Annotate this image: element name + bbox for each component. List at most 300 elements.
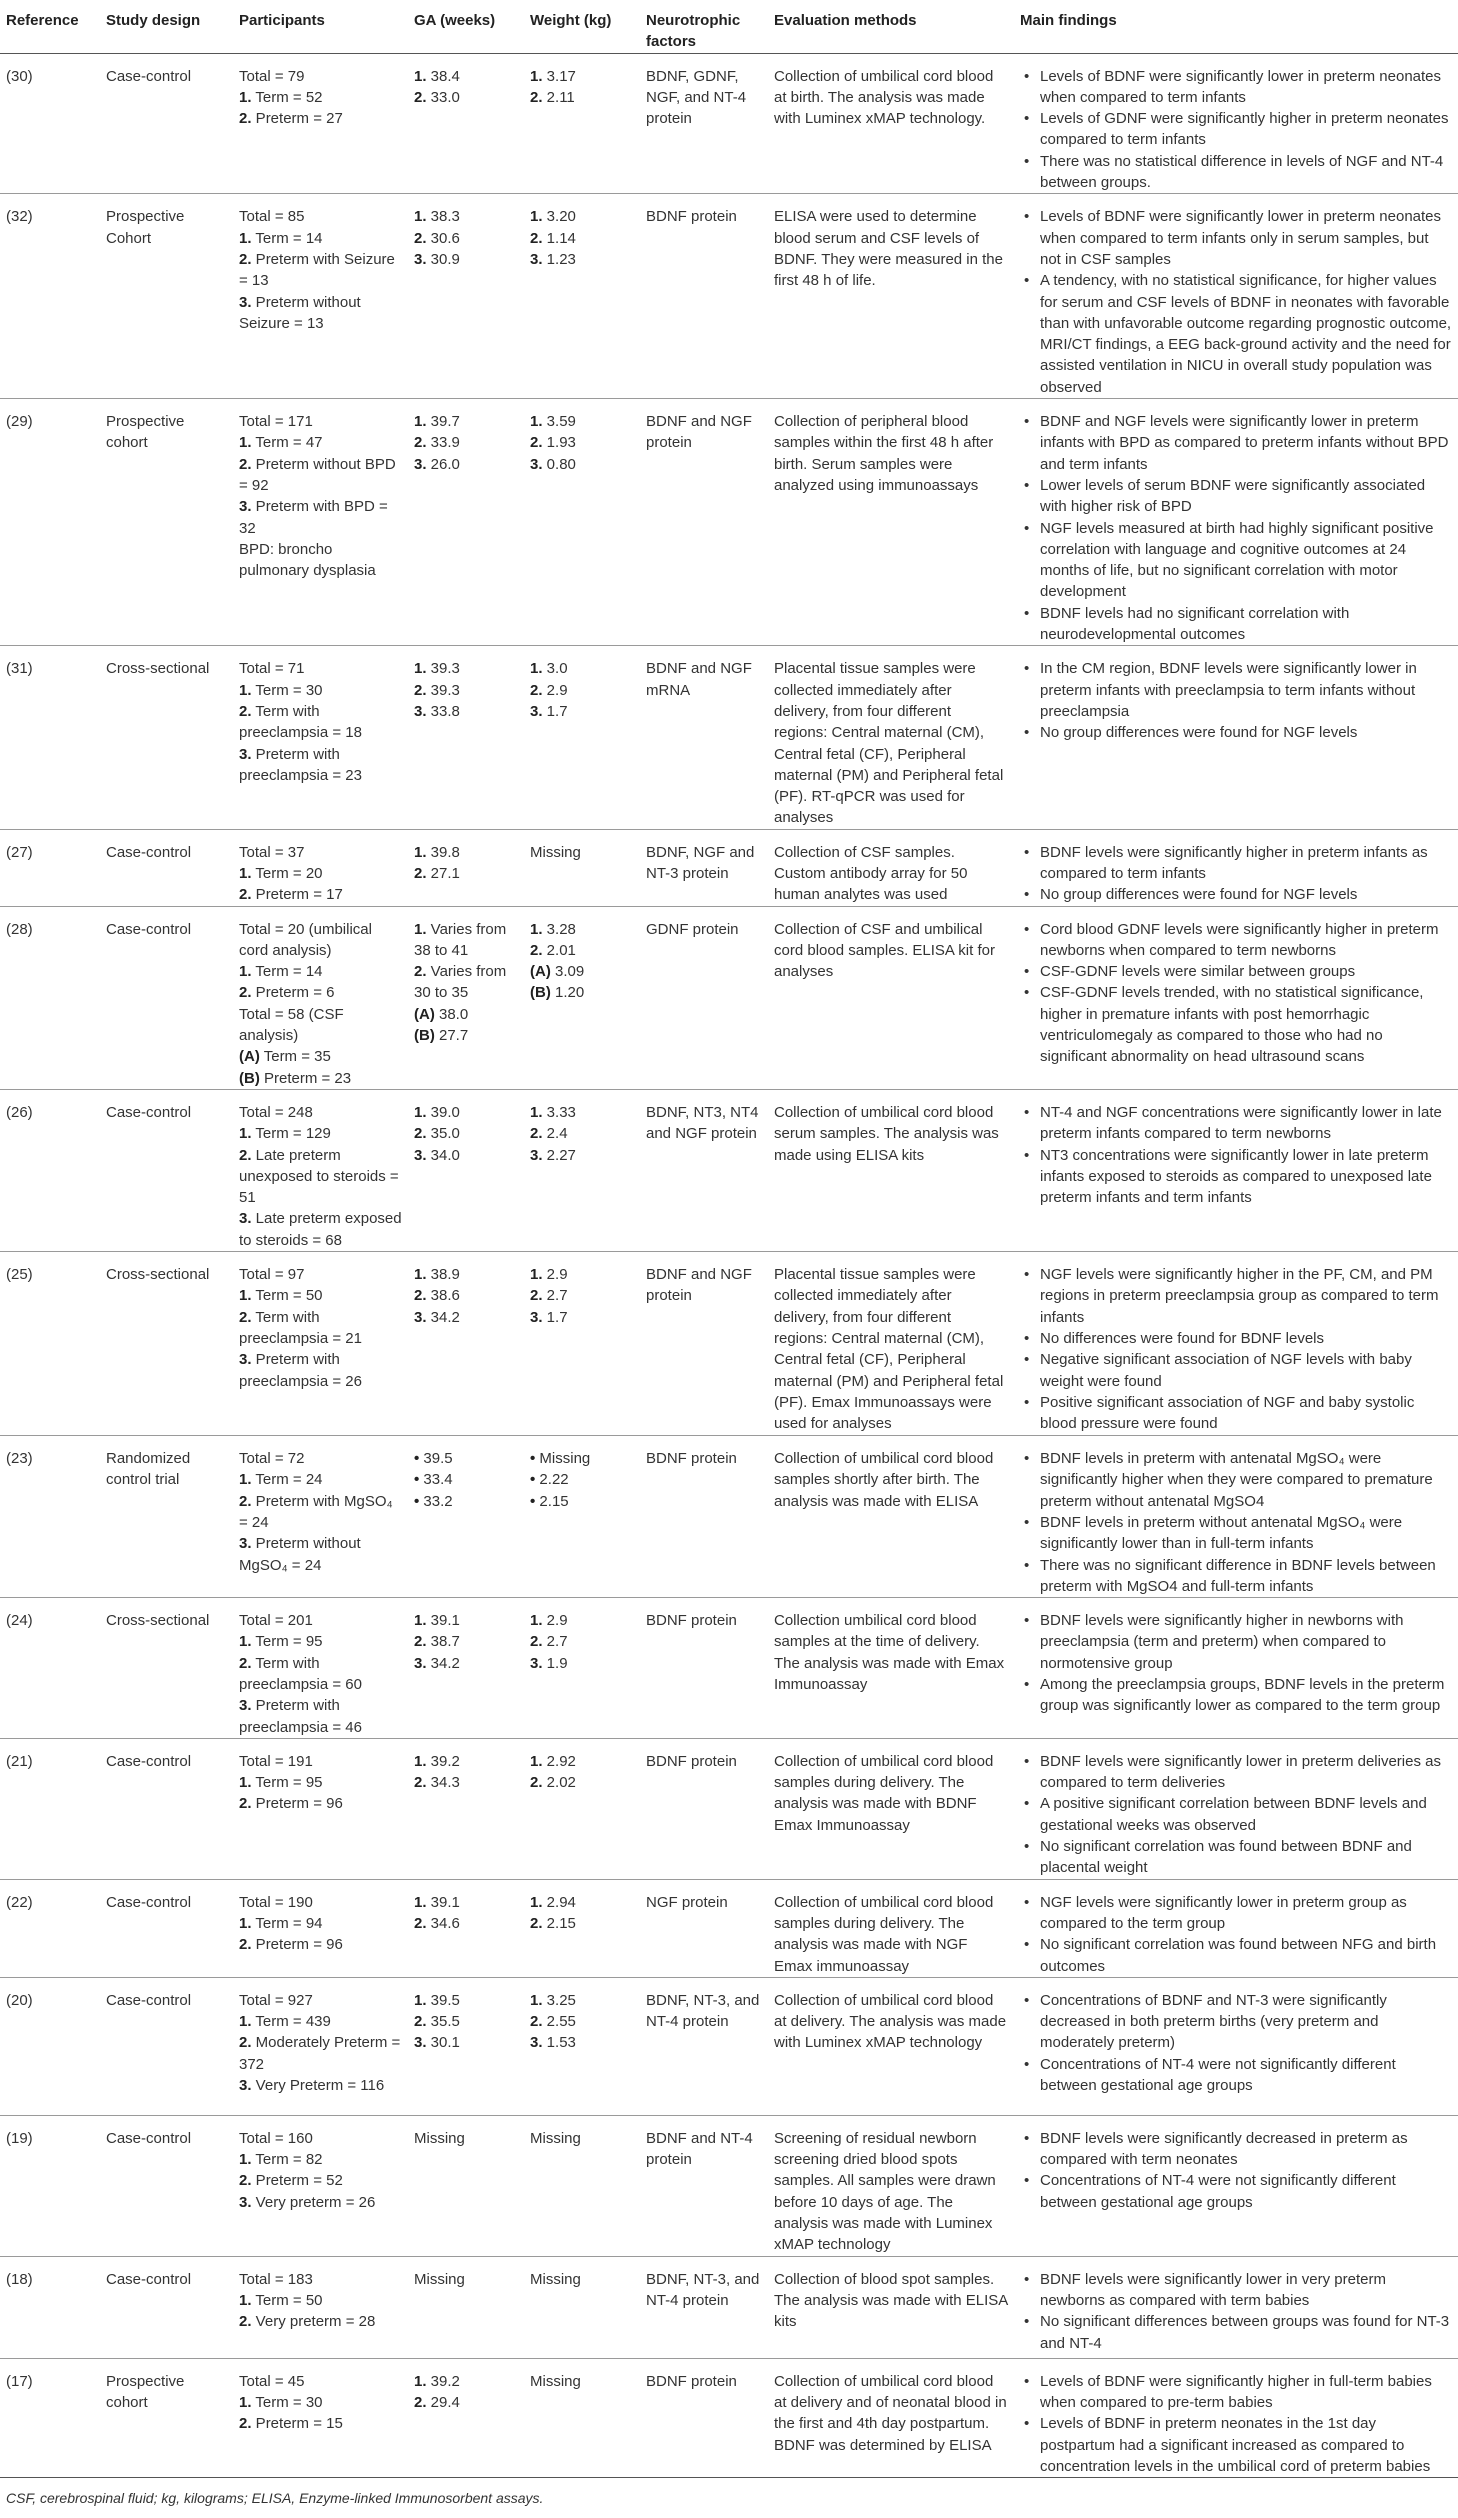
line-text: 3.25 bbox=[542, 1991, 576, 2009]
line-marker: 2. bbox=[414, 1287, 427, 1305]
line-text: 39.2 bbox=[426, 2372, 460, 2390]
cell-participants-line bbox=[239, 206, 402, 227]
line-text: Missing bbox=[530, 2270, 581, 2288]
cell-reference: (24) bbox=[6, 1612, 33, 1630]
cell-main-findings bbox=[1014, 1879, 1458, 1977]
header-main-findings: Main findings bbox=[1020, 12, 1117, 29]
line-marker: 2. bbox=[530, 88, 543, 106]
cell-ga-line bbox=[414, 680, 518, 701]
line-marker: 3. bbox=[414, 1308, 427, 1326]
cell-weight-line bbox=[530, 1653, 634, 1674]
finding-item: • A tendency, with no statistical significance, for higher values for serum and CSF levels of BDNF in neonates with favorable than with unfavorable outcome regarding prognostic outcome, MRI/CT findings, a EEG back-ground activity and the need for assisted ventilation in NICU in overall study population was observed bbox=[1020, 270, 1452, 398]
cell-study-design: Case-control bbox=[106, 67, 192, 85]
cell-participants-line bbox=[239, 2392, 402, 2413]
line-text: 3.17 bbox=[542, 67, 576, 85]
line-text: 39.3 bbox=[426, 681, 460, 699]
line-text: Total = 248 bbox=[239, 1103, 313, 1121]
line-text: 33.4 bbox=[419, 1471, 453, 1489]
cell-weight bbox=[524, 194, 640, 399]
cell-weight-line bbox=[530, 842, 634, 863]
line-marker: 2. bbox=[414, 88, 427, 106]
cell-evaluation-methods: Collection of umbilical cord blood samples during delivery. The analysis was made with BDNF Emax Immunoassay bbox=[774, 1752, 994, 1834]
line-marker: • bbox=[414, 1450, 420, 1468]
line-marker: 3. bbox=[530, 250, 543, 268]
cell-participants-line bbox=[239, 2371, 402, 2392]
line-text: 27.7 bbox=[434, 1027, 469, 1045]
line-marker: 3. bbox=[530, 2034, 543, 2052]
line-marker: 1. bbox=[414, 1103, 427, 1121]
cell-ga bbox=[408, 2256, 524, 2358]
line-marker: 1. bbox=[239, 2291, 252, 2309]
line-text: 1.23 bbox=[542, 250, 576, 268]
line-text: Preterm = 96 bbox=[251, 1795, 343, 1813]
cell-study-design: Prospective cohort bbox=[106, 413, 185, 452]
cell-study-design: Case-control bbox=[106, 843, 192, 861]
line-text: 2.4 bbox=[542, 1125, 568, 1143]
cell-evaluation-methods: Collection umbilical cord blood samples at the time of delivery. The analysis was made with Emax Immunoassay bbox=[774, 1612, 1005, 1693]
line-marker: 1. bbox=[414, 413, 427, 431]
line-text: Total = 191 bbox=[239, 1752, 313, 1770]
line-text: 2.11 bbox=[542, 88, 575, 106]
line-marker: 3. bbox=[414, 1654, 427, 1672]
line-marker: • bbox=[530, 1492, 536, 1510]
line-marker: 2. bbox=[239, 702, 252, 720]
cell-participants bbox=[233, 194, 408, 399]
cell-weight-line bbox=[530, 1448, 634, 1469]
line-text: Term = 14 bbox=[251, 229, 323, 247]
line-text: Preterm without Seizure = 13 bbox=[239, 293, 361, 332]
line-marker: 3. bbox=[239, 1697, 252, 1715]
line-text: 2.22 bbox=[535, 1471, 569, 1489]
finding-item: • Levels of BDNF in preterm neonates in the 1st day postpartum had a significant increased as compared to concentration levels in the umbilical cord of preterm babies bbox=[1020, 2413, 1452, 2477]
cell-participants bbox=[233, 2115, 408, 2256]
finding-item: • Concentrations of NT-4 were not significantly different between gestational age groups bbox=[1020, 2054, 1452, 2097]
cell-main-findings bbox=[1014, 829, 1458, 906]
cell-evaluation-methods: Collection of CSF samples. Custom antibody array for 50 human analytes was used bbox=[774, 843, 968, 904]
line-text: 3.09 bbox=[550, 963, 585, 981]
line-marker: 2. bbox=[239, 110, 252, 128]
line-marker: 2. bbox=[239, 886, 252, 904]
cell-participants-line bbox=[239, 496, 402, 539]
cell-participants-line bbox=[239, 292, 402, 335]
line-text: 39.3 bbox=[426, 660, 460, 678]
line-text: Missing bbox=[414, 2129, 465, 2147]
header-evaluation-methods: Evaluation methods bbox=[774, 12, 917, 29]
findings-list bbox=[1020, 1751, 1452, 1879]
cell-participants bbox=[233, 399, 408, 646]
cell-reference: (21) bbox=[6, 1752, 33, 1770]
cell-participants-line bbox=[239, 1751, 402, 1772]
line-marker: 3. bbox=[530, 1654, 543, 1672]
table-row bbox=[0, 399, 1458, 646]
cell-participants bbox=[233, 2256, 408, 2358]
line-text: Missing bbox=[530, 843, 581, 861]
table-row bbox=[0, 194, 1458, 399]
line-marker: 2. bbox=[530, 1287, 543, 1305]
cell-weight-line bbox=[530, 1631, 634, 1652]
line-marker: 2. bbox=[414, 2013, 427, 2031]
finding-item: • There was no significant difference in BDNF levels between preterm with MgSO4 and full-term infants bbox=[1020, 1555, 1452, 1598]
line-marker: 3. bbox=[530, 702, 543, 720]
line-marker: 1. bbox=[239, 2393, 252, 2411]
line-text: Term = 47 bbox=[251, 434, 323, 452]
cell-ga-line bbox=[414, 1892, 518, 1913]
line-marker: 2. bbox=[414, 1774, 427, 1792]
cell-participants-line bbox=[239, 249, 402, 292]
cell-participants-line bbox=[239, 1990, 402, 2011]
line-text: Term with preeclampsia = 60 bbox=[239, 1654, 362, 1693]
line-text: 39.5 bbox=[419, 1450, 453, 1468]
cell-participants-line bbox=[239, 2290, 402, 2311]
cell-weight-line bbox=[530, 680, 634, 701]
line-text: 30.9 bbox=[426, 250, 460, 268]
cell-neurotrophic-factors: BDNF, GDNF, NGF, and NT-4 protein bbox=[646, 67, 747, 128]
cell-participants-line bbox=[239, 863, 402, 884]
cell-weight-line bbox=[530, 961, 634, 982]
line-text: Preterm = 23 bbox=[259, 1069, 352, 1087]
line-text: 39.0 bbox=[426, 1103, 460, 1121]
cell-participants-line bbox=[239, 2170, 402, 2191]
cell-weight-line bbox=[530, 982, 634, 1003]
line-text: Total = 85 bbox=[239, 208, 305, 226]
cell-ga bbox=[408, 646, 524, 829]
cell-participants-line bbox=[239, 2011, 402, 2032]
line-marker: 2. bbox=[530, 1633, 543, 1651]
line-marker: 1. bbox=[414, 1266, 427, 1284]
table-row bbox=[0, 1089, 1458, 1251]
header-row bbox=[0, 0, 1458, 53]
line-text: 34.3 bbox=[426, 1774, 460, 1792]
cell-reference: (19) bbox=[6, 2129, 33, 2147]
line-marker: 3. bbox=[239, 2077, 252, 2095]
cell-main-findings bbox=[1014, 1436, 1458, 1598]
line-marker: 1. bbox=[239, 681, 252, 699]
line-text: 38.4 bbox=[426, 67, 460, 85]
cell-ga-line bbox=[414, 1469, 518, 1490]
line-text: 2.55 bbox=[542, 2013, 576, 2031]
line-marker: 1. bbox=[530, 1893, 543, 1911]
cell-participants-line bbox=[239, 842, 402, 863]
cell-participants bbox=[233, 1252, 408, 1436]
line-text: Preterm with BPD = 32 bbox=[239, 498, 388, 537]
finding-item: • No group differences were found for NGF levels bbox=[1020, 884, 1452, 905]
line-text: Total = 72 bbox=[239, 1450, 305, 1468]
line-text: 39.8 bbox=[426, 843, 460, 861]
line-text: Term = 50 bbox=[251, 1287, 323, 1305]
cell-weight-line bbox=[530, 1469, 634, 1490]
line-text: Preterm with preeclampsia = 46 bbox=[239, 1697, 362, 1736]
cell-ga-line bbox=[414, 206, 518, 227]
line-marker: 2. bbox=[414, 229, 427, 247]
cell-weight-line bbox=[530, 1102, 634, 1123]
cell-weight bbox=[524, 2358, 640, 2477]
line-marker: (B) bbox=[530, 984, 551, 1002]
cell-participants-line bbox=[239, 2075, 402, 2096]
line-text: 2.27 bbox=[542, 1146, 576, 1164]
line-text: 39.2 bbox=[426, 1752, 460, 1770]
line-marker: 2. bbox=[530, 1774, 543, 1792]
cell-weight-line bbox=[530, 87, 634, 108]
cell-ga-line bbox=[414, 1102, 518, 1123]
cell-main-findings bbox=[1014, 646, 1458, 829]
cell-participants-line bbox=[239, 1102, 402, 1123]
cell-participants-line bbox=[239, 1349, 402, 1392]
cell-neurotrophic-factors: BDNF, NT-3, and NT-4 protein bbox=[646, 2270, 760, 2309]
line-marker: 1. bbox=[239, 229, 252, 247]
line-marker: 2. bbox=[414, 963, 427, 981]
line-text: Term = 24 bbox=[251, 1471, 323, 1489]
cell-ga-line bbox=[414, 1004, 518, 1025]
line-marker: 2. bbox=[239, 2313, 252, 2331]
line-marker: 2. bbox=[239, 984, 252, 1002]
line-marker: 2. bbox=[414, 2393, 427, 2411]
line-text: Term = 35 bbox=[259, 1048, 331, 1066]
cell-weight-line bbox=[530, 454, 634, 475]
cell-participants-line bbox=[239, 1631, 402, 1652]
cell-weight-line bbox=[530, 1123, 634, 1144]
line-marker: 1. bbox=[530, 1752, 543, 1770]
line-marker: 2. bbox=[530, 229, 543, 247]
line-marker: 1. bbox=[414, 1991, 427, 2009]
line-text: Term = 52 bbox=[251, 88, 323, 106]
cell-participants-line bbox=[239, 1448, 402, 1469]
cell-weight bbox=[524, 1879, 640, 1977]
cell-ga-line bbox=[414, 66, 518, 87]
cell-evaluation-methods: Placental tissue samples were collected immediately after delivery, from four different regions: Central maternal (CM), Central fetal (CF), Peripheral maternal (PM) and Peripheral fetal (PF). Emax Immunoassays were used for analyses bbox=[774, 1266, 1004, 1433]
line-marker: 2. bbox=[414, 1633, 427, 1651]
cell-study-design: Case-control bbox=[106, 1893, 192, 1911]
line-text: 1.14 bbox=[542, 229, 576, 247]
line-text: 2.9 bbox=[542, 1266, 568, 1284]
cell-participants bbox=[233, 1738, 408, 1879]
findings-list bbox=[1020, 1264, 1452, 1434]
line-text: 2.7 bbox=[542, 1633, 568, 1651]
cell-ga bbox=[408, 1436, 524, 1598]
line-text: Preterm with preeclampsia = 26 bbox=[239, 1351, 362, 1390]
cell-participants-line bbox=[239, 1913, 402, 1934]
header-ga: GA (weeks) bbox=[414, 12, 496, 29]
line-text: 34.6 bbox=[426, 1914, 460, 1932]
cell-reference: (30) bbox=[6, 67, 33, 85]
cell-weight-line bbox=[530, 1307, 634, 1328]
line-marker: • bbox=[414, 1492, 420, 1510]
line-text: Varies from 38 to 41 bbox=[414, 920, 507, 959]
line-marker: 2. bbox=[239, 1146, 252, 1164]
line-marker: 1. bbox=[414, 920, 427, 938]
findings-list bbox=[1020, 658, 1452, 743]
finding-item: • A positive significant correlation between BDNF levels and gestational weeks was observed bbox=[1020, 1793, 1452, 1836]
line-text: Missing bbox=[530, 2129, 581, 2147]
cell-weight-line bbox=[530, 658, 634, 679]
finding-item: • No significant differences between groups was found for NT-3 and NT-4 bbox=[1020, 2311, 1452, 2354]
line-text: Term = 95 bbox=[251, 1774, 323, 1792]
line-text: 3.20 bbox=[542, 208, 576, 226]
cell-participants-line bbox=[239, 1004, 402, 1047]
line-marker: 2. bbox=[530, 1125, 543, 1143]
cell-ga bbox=[408, 1089, 524, 1251]
line-text: 3.33 bbox=[542, 1103, 576, 1121]
cell-ga bbox=[408, 399, 524, 646]
line-text: 1.7 bbox=[542, 702, 568, 720]
cell-participants-line bbox=[239, 66, 402, 87]
cell-ga-line bbox=[414, 1631, 518, 1652]
cell-ga-line bbox=[414, 1990, 518, 2011]
line-text: Term with preeclampsia = 21 bbox=[239, 1308, 362, 1347]
finding-item: • Levels of BDNF were significantly lower in preterm neonates when compared to term infants bbox=[1020, 66, 1452, 109]
cell-evaluation-methods: Collection of umbilical cord blood serum samples. The analysis was made using ELISA kits bbox=[774, 1103, 999, 1164]
table-row bbox=[0, 1598, 1458, 1739]
cell-weight-line bbox=[530, 249, 634, 270]
line-text: Total = 190 bbox=[239, 1893, 313, 1911]
cell-weight-line bbox=[530, 1610, 634, 1631]
finding-item: • NT-4 and NGF concentrations were significantly lower in late preterm infants compared to term newborns bbox=[1020, 1102, 1452, 1145]
cell-reference: (31) bbox=[6, 660, 33, 678]
line-marker: 2. bbox=[239, 2415, 252, 2433]
cell-weight-line bbox=[530, 1772, 634, 1793]
table-row bbox=[0, 2358, 1458, 2477]
cell-weight bbox=[524, 1252, 640, 1436]
line-marker: 1. bbox=[239, 1914, 252, 1932]
line-text: 34.2 bbox=[426, 1654, 460, 1672]
cell-ga-line bbox=[414, 1145, 518, 1166]
cell-participants bbox=[233, 2358, 408, 2477]
finding-item: • BDNF levels were significantly lower in very preterm newborns as compared with term babies bbox=[1020, 2269, 1452, 2312]
line-text: 2.7 bbox=[542, 1287, 568, 1305]
cell-weight-line bbox=[530, 1145, 634, 1166]
line-marker: 2. bbox=[414, 1914, 427, 1932]
line-marker: 2. bbox=[530, 2013, 543, 2031]
line-text: 3.0 bbox=[542, 660, 568, 678]
cell-main-findings bbox=[1014, 906, 1458, 1089]
cell-participants bbox=[233, 1089, 408, 1251]
cell-ga-line bbox=[414, 432, 518, 453]
line-text: Term = 50 bbox=[251, 2291, 323, 2309]
cell-main-findings bbox=[1014, 2115, 1458, 2256]
header-weight: Weight (kg) bbox=[530, 12, 612, 29]
finding-item: • Positive significant association of NGF and baby systolic blood pressure were found bbox=[1020, 1392, 1452, 1435]
cell-participants-line bbox=[239, 680, 402, 701]
cell-evaluation-methods: Screening of residual newborn screening dried blood spots samples. All samples were drawn before 10 days of age. The analysis was made with Luminex xMAP technology bbox=[774, 2129, 996, 2254]
line-text: 2.94 bbox=[542, 1893, 576, 1911]
cell-weight-line bbox=[530, 1264, 634, 1285]
cell-study-design: Prospective cohort bbox=[106, 2372, 185, 2411]
line-text: 33.0 bbox=[426, 88, 460, 106]
finding-item: • No differences were found for BDNF levels bbox=[1020, 1328, 1452, 1349]
line-text: 38.6 bbox=[426, 1287, 460, 1305]
line-marker: 3. bbox=[414, 1146, 427, 1164]
line-marker: 1. bbox=[530, 208, 543, 226]
line-marker: 2. bbox=[530, 681, 543, 699]
line-marker: 1. bbox=[414, 660, 427, 678]
line-text: 2.01 bbox=[542, 941, 576, 959]
cell-evaluation-methods: Collection of peripheral blood samples within the first 48 h after birth. Serum samples were analyzed using immunoassays bbox=[774, 413, 994, 494]
line-text: Late preterm exposed to steroids = 68 bbox=[239, 1210, 402, 1249]
line-marker: (A) bbox=[239, 1048, 260, 1066]
cell-participants bbox=[233, 1977, 408, 2115]
finding-item: • BDNF levels were significantly lower in preterm deliveries as compared to term deliveries bbox=[1020, 1751, 1452, 1794]
cell-evaluation-methods: Collection of umbilical cord blood samples shortly after birth. The analysis was made with ELISA bbox=[774, 1450, 994, 1510]
cell-ga-line bbox=[414, 1264, 518, 1285]
line-text: 38.9 bbox=[426, 1266, 460, 1284]
line-marker: 1. bbox=[239, 88, 252, 106]
cell-study-design: Prospective Cohort bbox=[106, 208, 185, 247]
cell-ga bbox=[408, 1977, 524, 2115]
cell-weight-line bbox=[530, 1285, 634, 1306]
cell-participants-line bbox=[239, 884, 402, 905]
cell-neurotrophic-factors: BDNF and NGF protein bbox=[646, 1266, 752, 1305]
cell-weight-line bbox=[530, 228, 634, 249]
cell-participants-line bbox=[239, 2149, 402, 2170]
cell-participants bbox=[233, 646, 408, 829]
cell-weight-line bbox=[530, 1892, 634, 1913]
line-marker: 1. bbox=[530, 1991, 543, 2009]
cell-ga bbox=[408, 1598, 524, 1739]
line-marker: 2. bbox=[239, 455, 252, 473]
cell-participants-line bbox=[239, 961, 402, 982]
line-text: 38.7 bbox=[426, 1633, 460, 1651]
line-text: Preterm = 6 bbox=[251, 984, 335, 1002]
cell-participants-line bbox=[239, 1264, 402, 1285]
line-text: 2.02 bbox=[542, 1774, 576, 1792]
cell-study-design: Randomized control trial bbox=[106, 1450, 191, 1489]
cell-ga bbox=[408, 1738, 524, 1879]
line-text: 2.92 bbox=[542, 1752, 576, 1770]
finding-item: • BDNF levels were significantly higher in preterm infants as compared to term infants bbox=[1020, 842, 1452, 885]
cell-reference: (28) bbox=[6, 920, 33, 938]
line-text: 39.5 bbox=[426, 1991, 460, 2009]
cell-ga-line bbox=[414, 919, 518, 962]
line-marker: 1. bbox=[239, 864, 252, 882]
findings-list bbox=[1020, 1448, 1452, 1597]
cell-ga-line bbox=[414, 411, 518, 432]
line-marker: 2. bbox=[414, 864, 427, 882]
cell-ga-line bbox=[414, 1772, 518, 1793]
finding-item: • Cord blood GDNF levels were significantly higher in preterm newborns when compared to term newborns bbox=[1020, 919, 1452, 962]
line-text: Missing bbox=[414, 2270, 465, 2288]
cell-weight-line bbox=[530, 2371, 634, 2392]
table-row bbox=[0, 906, 1458, 1089]
cell-weight-line bbox=[530, 1751, 634, 1772]
line-text: Total = 97 bbox=[239, 1266, 305, 1284]
line-marker: 1. bbox=[239, 963, 252, 981]
finding-item: • BDNF levels in preterm with antenatal MgSO₄ were significantly higher when they were compared to premature preterm without antenatal MgSO4 bbox=[1020, 1448, 1452, 1512]
cell-participants-line bbox=[239, 1068, 402, 1089]
findings-list bbox=[1020, 411, 1452, 645]
line-marker: 3. bbox=[414, 250, 427, 268]
cell-main-findings bbox=[1014, 1598, 1458, 1739]
findings-list bbox=[1020, 842, 1452, 906]
cell-participants-line bbox=[239, 1469, 402, 1490]
cell-weight-line bbox=[530, 940, 634, 961]
line-text: 1.53 bbox=[542, 2034, 576, 2052]
line-text: Total = 201 bbox=[239, 1612, 313, 1630]
cell-neurotrophic-factors: BDNF protein bbox=[646, 208, 737, 226]
cell-reference: (32) bbox=[6, 208, 33, 226]
line-text: Preterm without BPD = 92 bbox=[239, 455, 396, 494]
line-marker: 2. bbox=[239, 1492, 252, 1510]
cell-reference: (26) bbox=[6, 1103, 33, 1121]
cell-participants-line bbox=[239, 454, 402, 497]
cell-participants-line bbox=[239, 701, 402, 744]
line-text: 2.9 bbox=[542, 1612, 568, 1630]
cell-ga-line bbox=[414, 1913, 518, 1934]
cell-study-design: Cross-sectional bbox=[106, 660, 210, 678]
cell-weight bbox=[524, 646, 640, 829]
line-text: Total = 71 bbox=[239, 660, 305, 678]
line-marker: 3. bbox=[414, 702, 427, 720]
line-marker: 1. bbox=[239, 1287, 252, 1305]
line-text: 39.7 bbox=[426, 413, 460, 431]
